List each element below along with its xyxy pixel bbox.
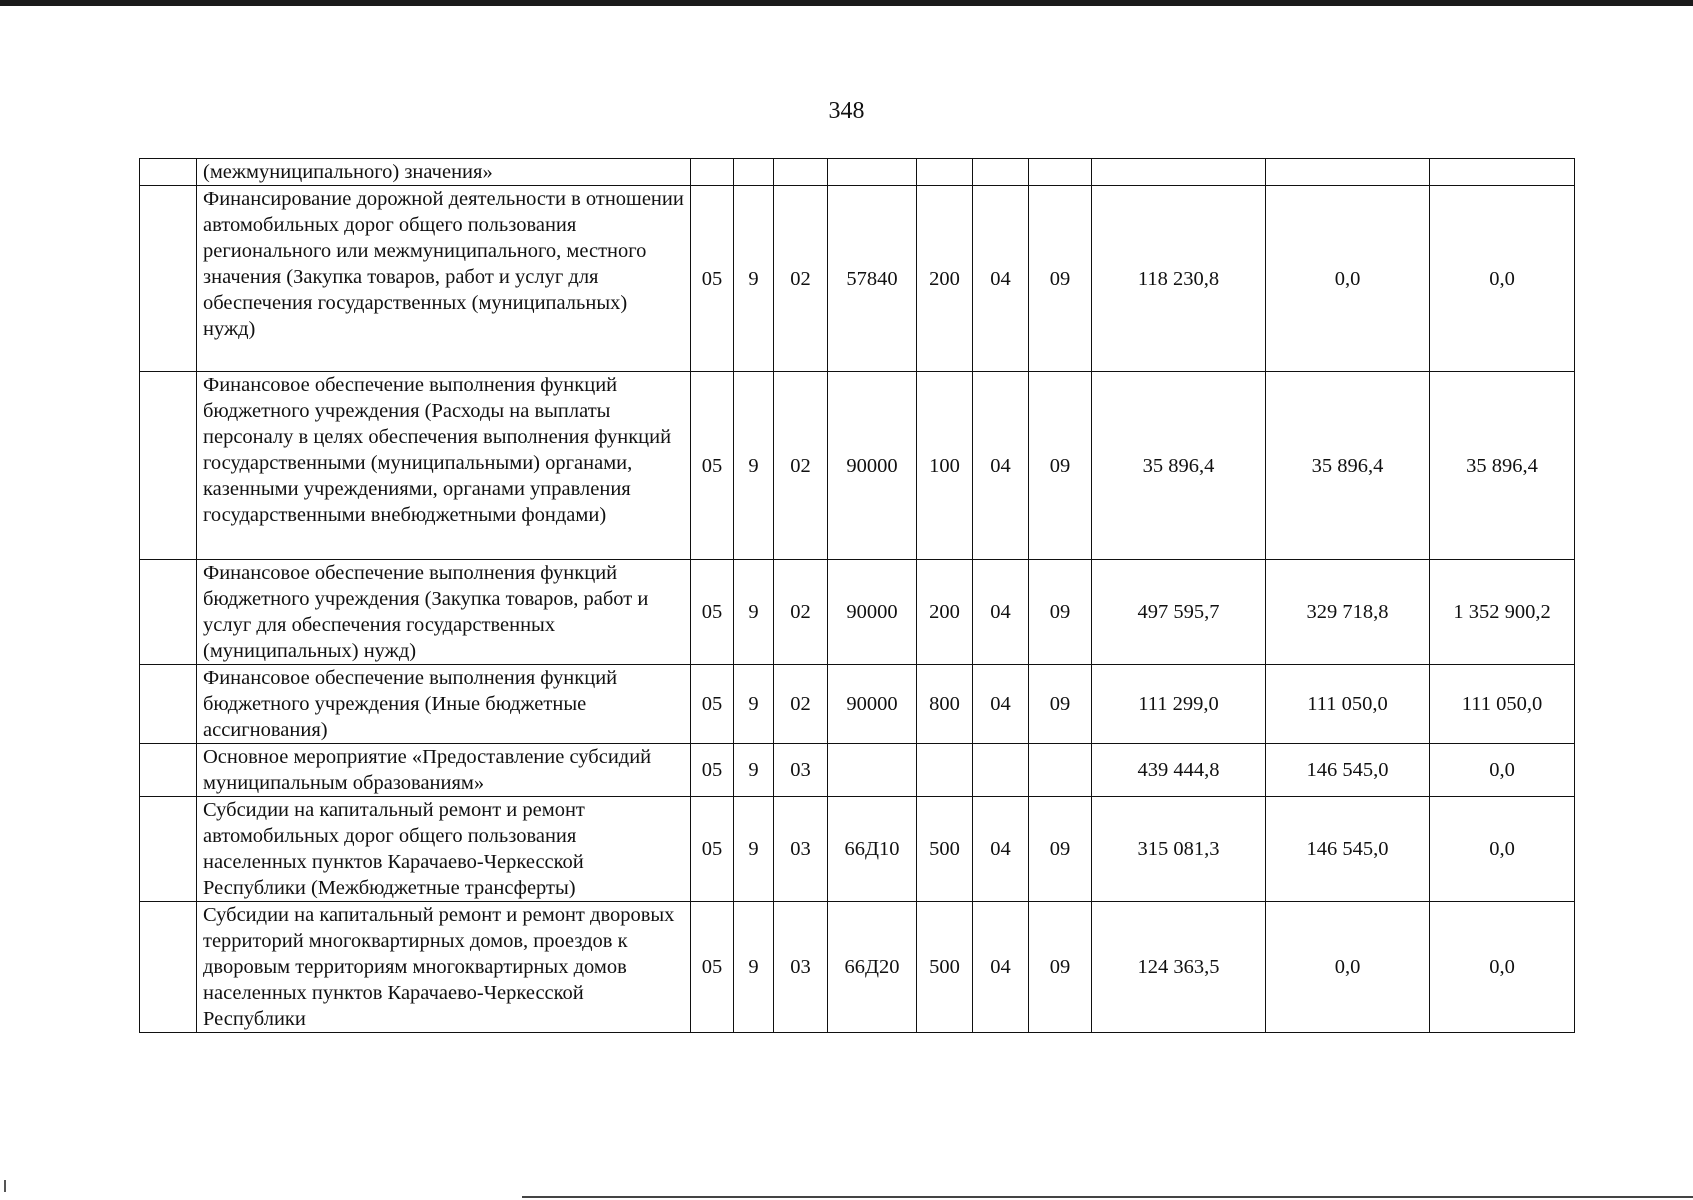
code-cell-c5: 100 (917, 372, 973, 560)
index-cell (140, 797, 197, 902)
amount-cell-v3: 0,0 (1430, 797, 1575, 902)
amount-cell-v2: 35 896,4 (1266, 372, 1430, 560)
amount-cell-v3 (1430, 159, 1575, 186)
code-cell-c5 (917, 159, 973, 186)
code-cell-c7: 09 (1029, 372, 1092, 560)
description-cell: Субсидии на капитальный ремонт и ремонт автомобильных дорог общего пользования населенных пунктов Карачаево-Черкесской Республики (Межбюджетные трансферты) (197, 797, 691, 902)
scan-mark (4, 1180, 6, 1192)
code-cell-c6: 04 (973, 902, 1029, 1033)
code-cell-c6: 04 (973, 797, 1029, 902)
code-cell-c3: 03 (774, 744, 828, 797)
code-cell-c1: 05 (691, 372, 734, 560)
code-cell-c2: 9 (734, 902, 774, 1033)
code-cell-c6: 04 (973, 560, 1029, 665)
amount-cell-v3: 111 050,0 (1430, 665, 1575, 744)
code-cell-c4: 90000 (828, 665, 917, 744)
code-cell-c3: 02 (774, 186, 828, 372)
table-row (140, 372, 1575, 560)
amount-cell-v2 (1266, 159, 1430, 186)
bottom-rule (522, 1196, 1693, 1198)
code-cell-c4 (828, 744, 917, 797)
code-cell-c3 (774, 159, 828, 186)
code-cell-c3: 03 (774, 797, 828, 902)
table-row (140, 797, 1575, 902)
code-cell-c1: 05 (691, 186, 734, 372)
code-cell-c2 (734, 159, 774, 186)
code-cell-c2: 9 (734, 372, 774, 560)
code-cell-c4 (828, 159, 917, 186)
description-cell: (межмуниципального) значения» (197, 159, 691, 186)
index-cell (140, 186, 197, 372)
index-cell (140, 902, 197, 1033)
amount-cell-v2: 0,0 (1266, 186, 1430, 372)
code-cell-c3: 02 (774, 560, 828, 665)
code-cell-c3: 02 (774, 372, 828, 560)
top-border-rule (0, 0, 1693, 6)
code-cell-c1: 05 (691, 797, 734, 902)
description-cell: Субсидии на капитальный ремонт и ремонт дворовых территорий многоквартирных домов, проездов к дворовым территориям многоквартирных домов населенных пунктов Карачаево-Черкесской Республики (197, 902, 691, 1033)
code-cell-c6 (973, 744, 1029, 797)
page-number: 348 (828, 98, 865, 124)
code-cell-c7 (1029, 744, 1092, 797)
code-cell-c4: 57840 (828, 186, 917, 372)
code-cell-c6 (973, 159, 1029, 186)
amount-cell-v2: 111 050,0 (1266, 665, 1430, 744)
index-cell (140, 560, 197, 665)
code-cell-c7: 09 (1029, 665, 1092, 744)
code-cell-c2: 9 (734, 797, 774, 902)
code-cell-c1: 05 (691, 744, 734, 797)
table-row (140, 560, 1575, 665)
code-cell-c1 (691, 159, 734, 186)
code-cell-c5: 200 (917, 560, 973, 665)
amount-cell-v3: 35 896,4 (1430, 372, 1575, 560)
table-row (140, 902, 1575, 1033)
code-cell-c3: 02 (774, 665, 828, 744)
amount-cell-v1: 497 595,7 (1092, 560, 1266, 665)
amount-cell-v1: 124 363,5 (1092, 902, 1266, 1033)
index-cell (140, 372, 197, 560)
amount-cell-v1: 315 081,3 (1092, 797, 1266, 902)
code-cell-c1: 05 (691, 902, 734, 1033)
code-cell-c5: 200 (917, 186, 973, 372)
description-cell: Финансовое обеспечение выполнения функций бюджетного учреждения (Закупка товаров, работ и услуг для обеспечения государственных (муниципальных) нужд) (197, 560, 691, 665)
code-cell-c7: 09 (1029, 560, 1092, 665)
code-cell-c2: 9 (734, 560, 774, 665)
code-cell-c7: 09 (1029, 797, 1092, 902)
amount-cell-v1: 35 896,4 (1092, 372, 1266, 560)
code-cell-c6: 04 (973, 665, 1029, 744)
code-cell-c2: 9 (734, 186, 774, 372)
description-cell: Финансовое обеспечение выполнения функций бюджетного учреждения (Расходы на выплаты персоналу в целях обеспечения выполнения функций государственными (муниципальными) органами, казенными учреждениями, органами управления государственными внебюджетными фондами) (197, 372, 691, 560)
code-cell-c7: 09 (1029, 902, 1092, 1033)
amount-cell-v3: 0,0 (1430, 744, 1575, 797)
code-cell-c7 (1029, 159, 1092, 186)
amount-cell-v3: 1 352 900,2 (1430, 560, 1575, 665)
code-cell-c5 (917, 744, 973, 797)
code-cell-c5: 500 (917, 902, 973, 1033)
code-cell-c4: 90000 (828, 560, 917, 665)
amount-cell-v2: 146 545,0 (1266, 744, 1430, 797)
code-cell-c6: 04 (973, 372, 1029, 560)
code-cell-c2: 9 (734, 744, 774, 797)
index-cell (140, 744, 197, 797)
index-cell (140, 159, 197, 186)
amount-cell-v2: 0,0 (1266, 902, 1430, 1033)
code-cell-c5: 800 (917, 665, 973, 744)
code-cell-c4: 66Д10 (828, 797, 917, 902)
amount-cell-v1 (1092, 159, 1266, 186)
table-row (140, 665, 1575, 744)
amount-cell-v1: 118 230,8 (1092, 186, 1266, 372)
amount-cell-v2: 146 545,0 (1266, 797, 1430, 902)
amount-cell-v1: 111 299,0 (1092, 665, 1266, 744)
amount-cell-v3: 0,0 (1430, 186, 1575, 372)
amount-cell-v2: 329 718,8 (1266, 560, 1430, 665)
code-cell-c7: 09 (1029, 186, 1092, 372)
code-cell-c3: 03 (774, 902, 828, 1033)
amount-cell-v3: 0,0 (1430, 902, 1575, 1033)
code-cell-c6: 04 (973, 186, 1029, 372)
code-cell-c1: 05 (691, 560, 734, 665)
code-cell-c1: 05 (691, 665, 734, 744)
code-cell-c4: 66Д20 (828, 902, 917, 1033)
amount-cell-v1: 439 444,8 (1092, 744, 1266, 797)
index-cell (140, 665, 197, 744)
code-cell-c2: 9 (734, 665, 774, 744)
description-cell: Финансовое обеспечение выполнения функций бюджетного учреждения (Иные бюджетные ассигнования) (197, 665, 691, 744)
code-cell-c4: 90000 (828, 372, 917, 560)
code-cell-c5: 500 (917, 797, 973, 902)
budget-table (139, 158, 1575, 1033)
description-cell: Финансирование дорожной деятельности в отношении автомобильных дорог общего пользования регионального или межмуниципального, местного значения (Закупка товаров, работ и услуг для обеспечения государственных (муниципальных) нужд) (197, 186, 691, 372)
table-row (140, 186, 1575, 372)
description-cell: Основное мероприятие «Предоставление субсидий муниципальным образованиям» (197, 744, 691, 797)
table-row (140, 159, 1575, 186)
table-row (140, 744, 1575, 797)
